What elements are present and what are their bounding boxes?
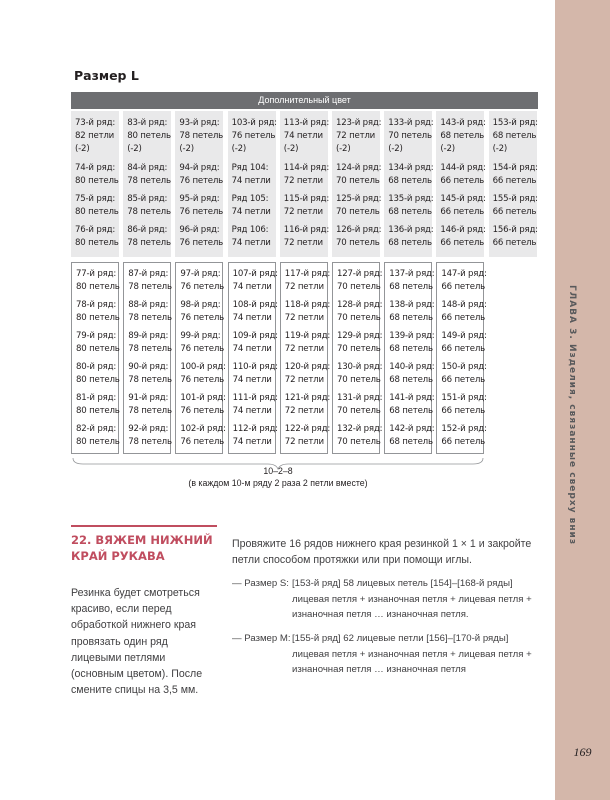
cell-line: 82-й ряд: [76,424,117,434]
cell-line: 66 петель [441,406,486,416]
cell-line: 97-й ряд: [180,269,221,279]
cell-line: 68 петель [440,131,485,141]
cell-line: 66 петель [441,437,486,447]
cell-line: 80 петель [75,238,119,248]
cell-line: 72 петли [284,406,324,416]
row-cell [440,162,486,188]
cell-line: 123-й ряд: [336,118,382,128]
row-cell [75,117,115,156]
cell-line: 76 петель [179,238,224,248]
row-cell [180,361,226,387]
cell-line: 103-й ряд: [231,118,277,128]
cell-line: 92-й ряд: [128,424,169,434]
row-cell [389,330,435,356]
cell-line: 66 петель [440,207,485,217]
cell-line: 87-й ряд: [128,269,169,279]
cell-line: 88-й ряд: [128,300,169,310]
cell-line: 137-й ряд: [389,269,435,279]
row-cell [337,361,383,387]
cell-line: 78 петель [127,207,171,217]
cell-line: 125-й ряд: [336,194,382,204]
cell-line: 74 петли [232,313,272,323]
cell-line: (-2) [283,144,299,154]
size-m-text: [155-й ряд] 62 лицевые петли [156]–[170-й ряды] лицевая петля + изнаночная петля + лицевая петля + изнаночная петля … изнаночная петля [292,633,532,676]
cell-line: 109-й ряд: [232,331,278,341]
cell-line: 101-й ряд: [180,393,226,403]
cell-line: 74 петли [231,176,271,186]
row-cell [492,224,538,250]
cell-line: 74 петли [231,207,271,217]
cell-line: 70 петель [336,207,380,217]
cell-line: 72 петли [284,313,324,323]
cell-line: 68 петель [389,282,433,292]
cell-line: 76 петель [180,313,225,323]
cell-line: 68 петель [389,313,433,323]
cell-line: 72 петли [284,344,324,354]
cell-line: (-2) [231,144,247,154]
cell-line: 66 петель [492,176,537,186]
cell-line: 76 петель [180,344,225,354]
cell-line: 128-й ряд: [337,300,383,310]
row-cell [441,392,487,418]
cell-line: 110-й ряд: [232,362,278,372]
cell-line: 140-й ряд: [389,362,435,372]
cell-line: 80 петель [75,207,119,217]
cell-line: 70 петель [337,375,381,385]
cell-line: 74 петли [232,406,272,416]
row-cell [76,299,120,325]
row-cell [179,193,224,219]
cell-line: 152-й ряд: [441,424,487,434]
row-cell [441,361,487,387]
cell-line: 153-й ряд: [492,118,538,128]
row-cell [76,392,120,418]
row-cell [336,193,382,219]
cell-line: 74 петли [232,282,272,292]
row-cell [440,224,486,250]
cell-line: 74 петли [283,131,323,141]
row-cell [336,162,382,188]
cell-line: 116-й ряд: [283,225,330,235]
size-m-option [232,631,532,678]
row-cell [180,423,226,449]
cell-line: 66 петель [440,176,485,186]
size-s-label: — Размер S: [232,578,289,589]
cell-line: 74 петли [231,238,271,248]
range-note: (в каждом 10-м ряду 2 раза 2 петли вместе) [188,478,368,488]
section-title: 22. ВЯЖЕМ НИЖНИЙ КРАЙ РУКАВА [71,533,213,563]
cell-line: 83-й ряд: [127,118,168,128]
row-cell [180,299,225,325]
cell-line: 78 петель [128,406,172,416]
row-cell [75,162,119,188]
cell-line: 142-й ряд: [389,424,435,434]
cell-line: 76 петель [179,207,224,217]
row-cell [336,117,382,156]
cell-line: 132-й ряд: [337,424,383,434]
cell-line: 78 петель [127,238,171,248]
row-cell [284,299,331,325]
cell-line: 80 петель [76,406,120,416]
row-cell [389,361,435,387]
cell-line: 74 петли [232,437,272,447]
cell-line: 108-й ряд: [232,300,278,310]
cell-line: 134-й ряд: [388,163,434,173]
cell-line: (-2) [336,144,351,154]
row-cell [232,299,278,325]
row-cell [284,392,331,418]
cell-line: 81-й ряд: [76,393,117,403]
cell-line: 66 петель [441,313,486,323]
row-cell [76,330,120,356]
row-cell [337,330,383,356]
cell-line: 144-й ряд: [440,163,486,173]
cell-line: 111-й ряд: [232,393,278,403]
row-cell [388,224,434,250]
row-cell [388,162,434,188]
cell-line: 90-й ряд: [128,362,169,372]
cell-line: 66 петель [440,238,485,248]
cell-line: 73-й ряд: [75,118,116,128]
cell-line: 66 петель [492,207,537,217]
row-cell [75,193,119,219]
cell-line: 154-й ряд: [492,163,538,173]
row-cell [441,299,487,325]
cell-line: 70 петель [336,238,380,248]
row-cell [336,224,382,250]
page-title: Размер L [74,68,139,83]
cell-line: 112-й ряд: [232,424,278,434]
row-cell [128,392,172,418]
row-cell [127,224,171,250]
section-rule [71,525,217,527]
cell-line: 151-й ряд: [441,393,487,403]
row-cell [389,268,435,294]
row-cell [388,193,434,219]
row-cell [232,330,278,356]
cell-line: 70 петель [337,406,381,416]
cell-line: 80-й ряд: [76,362,117,372]
cell-line: Ряд 106: [231,225,269,235]
cell-line: (-2) [440,144,455,154]
row-cell [127,193,171,219]
cell-line: (-2) [492,144,508,154]
top-column [436,111,484,257]
cell-line: 84-й ряд: [127,163,168,173]
cell-line: 72 петли [284,375,324,385]
cell-line: 86-й ряд: [127,225,168,235]
row-cell [75,224,119,250]
row-cell [76,423,120,449]
cell-line: 79-й ряд: [76,331,117,341]
cell-line: 95-й ряд: [179,194,220,204]
cell-line: 94-й ряд: [179,163,220,173]
cell-line: 118-й ряд: [284,300,331,310]
cell-line: 126-й ряд: [336,225,382,235]
cell-line: 80 петель [76,282,120,292]
row-cell [127,162,171,188]
cell-line: 156-й ряд: [492,225,538,235]
bottom-column [175,262,226,454]
row-cell [440,117,486,156]
row-cell [232,392,278,418]
cell-line: 68 петель [388,238,432,248]
top-column [280,111,328,257]
cell-line: 146-й ряд: [440,225,486,235]
cell-line: 78-й ряд: [76,300,117,310]
cell-line: 138-й ряд: [389,300,435,310]
row-cell [127,117,171,156]
cell-line: 66 петель [441,282,486,292]
row-cell [441,330,487,356]
cell-line: 147-й ряд: [441,269,487,279]
top-column [332,111,380,257]
cell-line: 136-й ряд: [388,225,434,235]
top-column [71,111,119,257]
size-m-label: — Размер M: [232,633,291,644]
cell-line: 70 петель [388,131,432,141]
row-cell [283,117,330,156]
cell-line: 78 петель [179,131,224,141]
cell-line: 150-й ряд: [441,362,487,372]
row-cell [440,193,486,219]
row-cell [179,224,224,250]
row-cell [284,268,331,294]
cell-line: 77-й ряд: [76,269,117,279]
top-column [489,111,537,257]
cell-line: 78 петель [128,313,172,323]
chapter-title: ГЛАВА 3. Изделия, связанные сверху вниз [567,285,577,546]
cell-line: 72 петли [283,238,323,248]
top-column [384,111,432,257]
row-cell [232,361,278,387]
cell-line: 68 петель [389,344,433,354]
cell-line: 78 петель [128,282,172,292]
cell-line: 127-й ряд: [337,269,383,279]
cell-line: 70 петель [337,313,381,323]
cell-line: 72 петли [336,131,376,141]
row-cell [492,193,538,219]
cell-line: Ряд 105: [231,194,269,204]
cell-line: 80 петель [76,313,120,323]
cell-line: 114-й ряд: [283,163,330,173]
instruction-text: Провяжите 16 рядов нижнего края резинкой 1 × 1 и закройте петли способом протяжки или при помощи иглы. [232,538,532,567]
row-cell [180,392,226,418]
cell-line: 66 петель [492,238,537,248]
row-cell [232,423,278,449]
row-cell [128,299,172,325]
row-cell [492,162,538,188]
row-cell [284,423,331,449]
cell-line: 124-й ряд: [336,163,382,173]
cell-line: 139-й ряд: [389,331,435,341]
cell-line: 121-й ряд: [284,393,331,403]
cell-line: 76 петель [180,437,225,447]
cell-line: 148-й ряд: [441,300,487,310]
cell-line: 145-й ряд: [440,194,486,204]
row-cell [76,361,120,387]
row-cell [337,423,383,449]
cell-line: 76-й ряд: [75,225,116,235]
cell-line: 80 петель [75,176,119,186]
bottom-column [228,262,276,454]
cell-line: 80 петель [127,131,171,141]
cell-line: 120-й ряд: [284,362,331,372]
row-cell [284,361,331,387]
cell-line: 80 петель [76,437,120,447]
cell-line: 68 петель [492,131,537,141]
bottom-column [384,262,435,454]
cell-line: 76 петель [180,282,225,292]
cell-line: 68 петель [388,176,432,186]
cell-line: 78 петель [127,176,171,186]
cell-line: 70 петель [337,282,381,292]
row-cell [283,193,330,219]
cell-line: 68 петель [389,437,433,447]
cell-line: 74 петли [232,344,272,354]
cell-line: 68 петель [388,207,432,217]
cell-line: 143-й ряд: [440,118,486,128]
row-cell [283,224,330,250]
cell-line: 70 петель [337,437,381,447]
row-cell [128,361,172,387]
cell-line: 76 петель [180,406,225,416]
row-cell [389,299,435,325]
cell-line: 129-й ряд: [337,331,383,341]
bottom-column [436,262,487,454]
cell-line: (-2) [388,144,403,154]
side-note: Резинка будет смотреться красиво, если перед обработкой нижнего края провязать один ряд лицевыми петлями (основным цветом). После смените спицы на 3,5 мм. [71,587,203,697]
bottom-column [280,262,331,454]
top-column [175,111,223,257]
row-cell [232,224,272,250]
cell-line: 113-й ряд: [283,118,330,128]
bottom-column [332,262,383,454]
row-cell [128,268,172,294]
bottom-column [71,262,119,454]
page-number: 169 [573,745,592,759]
cell-line: (-2) [179,144,194,154]
row-cell [337,299,383,325]
row-cell [232,193,272,219]
cell-line: 72 петли [283,176,323,186]
cell-line: 74-й ряд: [75,163,116,173]
cell-line: 135-й ряд: [388,194,434,204]
cell-line: 76 петель [231,131,276,141]
cell-line: 91-й ряд: [128,393,169,403]
cell-line: 149-й ряд: [441,331,487,341]
row-cell [232,268,278,294]
cell-line: (-2) [127,144,142,154]
range-label: 10–2–8 [263,466,293,476]
cell-line: 117-й ряд: [284,269,331,279]
cell-line: 68 петель [389,406,433,416]
cell-line: 119-й ряд: [284,331,331,341]
cell-line: 82 петли [75,131,115,141]
cell-line: 70 петель [337,344,381,354]
cell-line: 78 петель [128,437,172,447]
cell-line: 78 петель [128,375,172,385]
top-column [228,111,276,257]
cell-line: 72 петли [284,282,324,292]
cell-line: 155-й ряд: [492,194,538,204]
cell-line: 89-й ряд: [128,331,169,341]
cell-line: 115-й ряд: [283,194,330,204]
cell-line: 133-й ряд: [388,118,434,128]
cell-line: 131-й ряд: [337,393,383,403]
cell-line: 107-й ряд: [232,269,278,279]
chapter-side-panel [555,0,610,800]
row-cell [389,423,435,449]
cell-line: 72 петли [283,207,323,217]
row-cell [284,330,331,356]
cell-line: 72 петли [284,437,324,447]
row-cell [232,162,272,188]
cell-line: 66 петель [441,344,486,354]
row-cell [441,268,487,294]
table-header: Дополнительный цвет [71,92,538,109]
cell-line: 130-й ряд: [337,362,383,372]
row-cell [388,117,434,156]
cell-line: 80 петель [76,375,120,385]
cell-line: 100-й ряд: [180,362,226,372]
row-cell [76,268,120,294]
cell-line: 122-й ряд: [284,424,331,434]
row-cell [180,268,225,294]
row-cell [179,162,224,188]
top-column [123,111,171,257]
row-cell [441,423,487,449]
bottom-column [123,262,171,454]
row-cell [179,117,224,156]
cell-line: 102-й ряд: [180,424,226,434]
row-cell [389,392,435,418]
cell-line: 93-й ряд: [179,118,220,128]
row-cell [180,330,225,356]
cell-line: 141-й ряд: [389,393,435,403]
cell-line: 98-й ряд: [180,300,221,310]
cell-line: 76 петель [179,176,224,186]
row-cell [283,162,330,188]
cell-line: 74 петли [232,375,272,385]
cell-line: 76 петель [180,375,225,385]
cell-line: Ряд 104: [231,163,269,173]
cell-line: 68 петель [389,375,433,385]
cell-line: 75-й ряд: [75,194,116,204]
cell-line: 66 петель [441,375,486,385]
row-cell [337,392,383,418]
cell-line: 78 петель [128,344,172,354]
size-s-option [232,576,532,623]
size-s-text: [153-й ряд] 58 лицевых петель [154]–[168-й ряды] лицевая петля + изнаночная петля + лицевая петля + изнаночная петля … изнаночная петля. [292,578,532,621]
cell-line: 96-й ряд: [179,225,220,235]
row-cell [128,330,172,356]
cell-line: (-2) [75,144,90,154]
cell-line: 85-й ряд: [127,194,168,204]
cell-line: 70 петель [336,176,380,186]
cell-line: 99-й ряд: [180,331,221,341]
row-cell [231,117,277,156]
row-cell [492,117,538,156]
cell-line: 80 петель [76,344,120,354]
row-cell [337,268,383,294]
row-cell [128,423,172,449]
